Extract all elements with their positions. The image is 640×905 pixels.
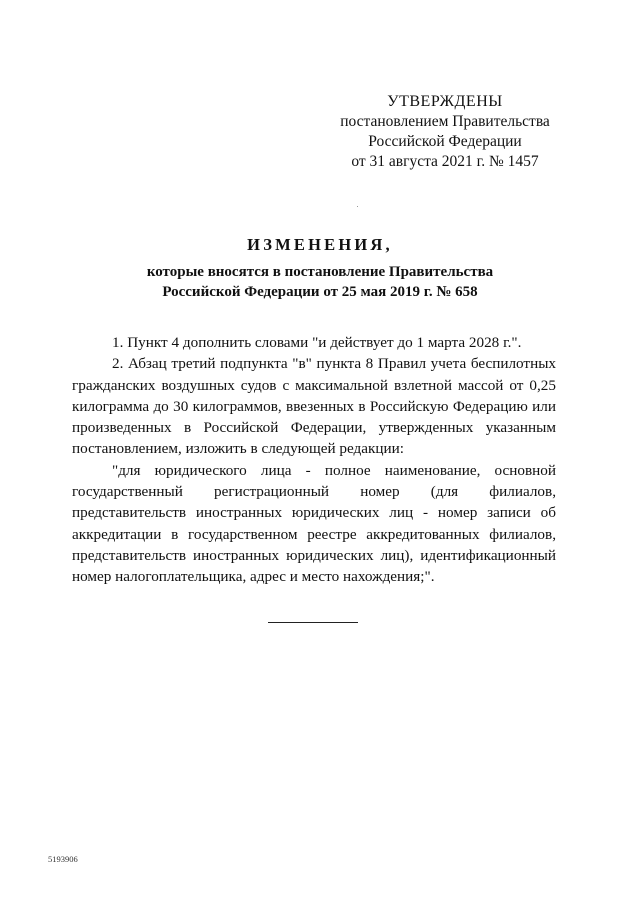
document-subtitle-line-1: которые вносятся в постановление Правительства [146, 264, 494, 280]
document-title: ИЗМЕНЕНИЯ, [247, 235, 393, 254]
document-body [72, 332, 556, 588]
paragraph-item-2: 2. Абзац третий подпункта "в" пункта 8 Правил учета беспилотных гражданских воздушных судов с максимальной взлетной массой от 0,25 килограмма до 30 килограммов, ввезенных в Российскую Федерацию или произведенных в Российской Федерации, утвержденных указанным постановлением, изложить в следующей редакции: [72, 355, 556, 458]
document-code: 5193906 [48, 854, 78, 864]
paragraph-quoted-text: "для юридического лица - полное наименование, основной государственный регистрационный номер (для филиалов, представительств иностранных юридических лиц - номер записи об аккредитации в государственном реестре аккредитованных филиалов, представительств иностранных юридических лиц), идентификационный номер налогоплательщика, адрес и место нахождения;". [72, 461, 556, 586]
closing-divider [268, 622, 358, 623]
approval-title: УТВЕРЖДЕНЫ [387, 93, 503, 110]
scan-speck [357, 206, 358, 207]
approval-block [335, 92, 555, 172]
approval-line-1: постановлением Правительства [340, 113, 550, 130]
document-subtitle-line-2: Российской Федерации от 25 мая 2019 г. № 658 [162, 284, 478, 300]
paragraph-item-1: 1. Пункт 4 дополнить словами "и действует до 1 марта 2028 г.". [112, 334, 522, 351]
approval-line-3: от 31 августа 2021 г. № 1457 [351, 153, 539, 170]
approval-line-2: Российской Федерации [368, 133, 522, 150]
document-heading [60, 234, 580, 302]
